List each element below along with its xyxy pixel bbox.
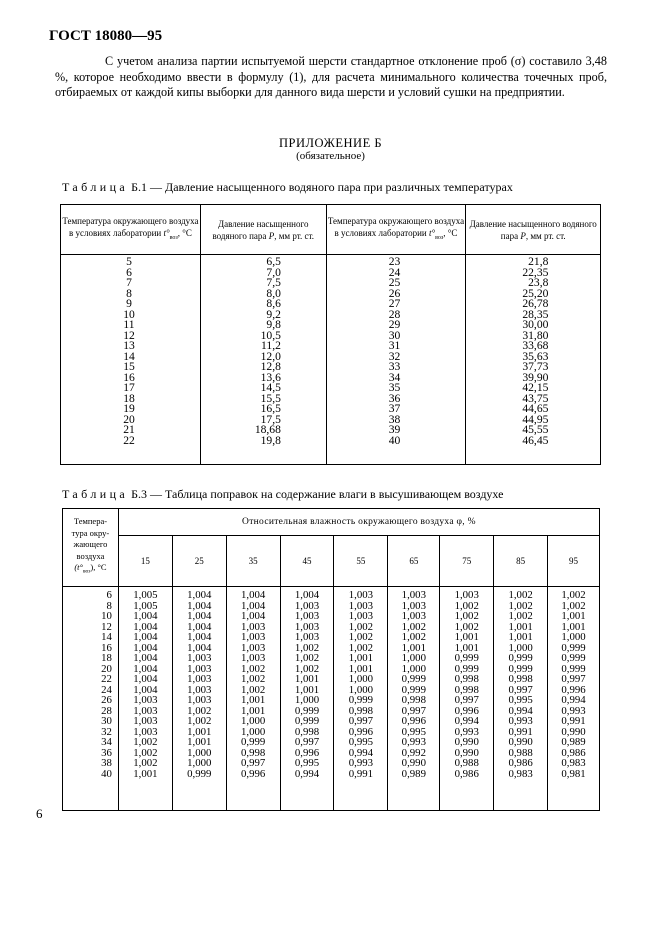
correction-value: 0,997 <box>294 736 320 749</box>
table1-caption-text: Б.1 — Давление насыщенного водяного пара при различных температурах <box>131 180 513 194</box>
correction-value: 1,001 <box>241 704 266 717</box>
correction-value: 0,983 <box>561 757 586 770</box>
pressure-value: 19,8 <box>260 433 281 447</box>
correction-value: 1,003 <box>241 641 266 654</box>
temperature-value: 13 <box>123 339 135 352</box>
correction-value: 1,002 <box>454 610 479 623</box>
correction-value: 0,990 <box>508 736 533 749</box>
humidity-header-95: 95 <box>548 536 600 587</box>
temperature-value: 28 <box>101 704 112 717</box>
correction-value: 1,005 <box>133 599 158 612</box>
correction-value: 1,002 <box>133 746 158 759</box>
correction-value: 1,004 <box>133 652 158 665</box>
appendix-subtitle: (обязательное) <box>296 150 365 162</box>
correction-column-65 <box>388 587 440 811</box>
t2-header-humidity: Относительная влажность окружающего воздуха φ, % <box>118 509 599 536</box>
correction-column-15 <box>118 587 172 811</box>
temperature-value: 22 <box>101 673 112 686</box>
t2-header-temp: Темпера- тура окру- жающего воздуха $(t^\circ_{воз})$, °C <box>63 509 119 587</box>
correction-value: 0,983 <box>508 767 533 780</box>
correction-value: 0,988 <box>454 757 479 770</box>
correction-value: 0,999 <box>187 767 212 780</box>
correction-value: 0,994 <box>294 767 320 780</box>
correction-value: 1,000 <box>187 746 212 759</box>
correction-value: 1,003 <box>187 694 212 707</box>
correction-value: 1,003 <box>401 599 426 612</box>
correction-value: 1,003 <box>187 683 212 696</box>
correction-value: 1,002 <box>241 673 266 686</box>
pressure-value: 33,68 <box>522 339 549 352</box>
temperature-value: 36 <box>388 391 401 405</box>
correction-value: 1,003 <box>401 589 426 601</box>
correction-value: 1,004 <box>133 610 158 623</box>
temperature-value: 20 <box>101 662 112 675</box>
correction-value: 1,001 <box>561 620 586 633</box>
temperature-value: 6 <box>106 589 112 601</box>
correction-value: 0,986 <box>454 767 479 780</box>
humidity-header-75: 75 <box>440 536 494 587</box>
pressure-value: 17,5 <box>260 412 281 426</box>
correction-value: 1,004 <box>241 599 266 612</box>
pressure-value: 15,5 <box>260 391 281 405</box>
correction-value: 0,981 <box>561 767 586 780</box>
correction-value: 1,000 <box>348 683 374 696</box>
correction-value: 1,003 <box>241 652 266 665</box>
correction-value: 1,003 <box>348 599 374 612</box>
correction-column-55 <box>334 587 388 811</box>
correction-value: 1,003 <box>187 673 212 686</box>
correction-value: 1,001 <box>187 736 212 749</box>
temperature-value: 16 <box>101 641 112 654</box>
correction-value: 1,001 <box>561 610 586 623</box>
correction-value: 1,000 <box>241 715 266 728</box>
table2-caption <box>62 487 503 502</box>
correction-value: 0,995 <box>401 725 426 738</box>
pressure-value: 8,6 <box>266 297 281 310</box>
temperature-value: 37 <box>388 402 401 415</box>
correction-value: 0,998 <box>348 704 374 717</box>
t1-header-pressure-left: Давление насыщенного водяного пара P, мм рт. ст. <box>200 205 326 255</box>
correction-value: 1,001 <box>187 725 212 738</box>
correction-value: 1,003 <box>401 610 426 623</box>
temperature-value: 29 <box>388 318 401 331</box>
temperature-value: 32 <box>388 349 401 363</box>
correction-column-35 <box>226 587 280 811</box>
temperature-value: 19 <box>123 402 135 415</box>
temperature-value: 34 <box>101 736 112 749</box>
humidity-header-65: 65 <box>388 536 440 587</box>
temperature-value: 9 <box>126 297 132 310</box>
correction-value: 1,000 <box>401 662 426 675</box>
correction-column-25 <box>172 587 226 811</box>
table2-caption-label: Таблица <box>62 487 129 501</box>
correction-value: 1,004 <box>133 662 158 675</box>
temperature-value: 7 <box>126 276 132 289</box>
humidity-header-15: 15 <box>118 536 172 587</box>
correction-value: 1,000 <box>508 641 533 654</box>
temperature-value: 27 <box>388 297 401 310</box>
temperature-value: 26 <box>101 694 112 707</box>
pressure-value: 13,6 <box>260 370 281 384</box>
correction-value: 0,999 <box>508 662 533 675</box>
correction-value: 0,998 <box>401 694 426 707</box>
temperature-value: 34 <box>388 370 401 384</box>
table-b1 <box>60 204 601 465</box>
pressure-value: 28,35 <box>522 307 549 321</box>
correction-value: 1,000 <box>401 652 426 665</box>
correction-value: 0,991 <box>561 715 586 728</box>
humidity-header-45: 45 <box>280 536 334 587</box>
pressure-value: 12,8 <box>260 360 281 373</box>
correction-value: 1,004 <box>187 620 212 633</box>
pressure-value: 42,15 <box>522 381 549 394</box>
pressure-value: 30,00 <box>522 318 549 331</box>
humidity-header-25: 25 <box>172 536 226 587</box>
correction-value: 1,000 <box>348 673 374 686</box>
correction-value: 1,002 <box>454 599 479 612</box>
pressure-value: 44,95 <box>522 412 549 426</box>
correction-value: 1,002 <box>294 641 320 654</box>
correction-value: 1,004 <box>187 589 212 601</box>
correction-value: 1,004 <box>133 620 158 633</box>
correction-column-85 <box>494 587 548 811</box>
temperature-value: 10 <box>101 610 112 623</box>
t1-col-temp-left <box>61 255 201 465</box>
temperature-value: 36 <box>101 746 112 759</box>
correction-value: 1,000 <box>561 631 586 644</box>
correction-value: 1,003 <box>133 704 158 717</box>
correction-value: 1,002 <box>401 631 426 644</box>
temperature-value: 12 <box>123 328 135 342</box>
correction-value: 0,999 <box>561 662 586 675</box>
correction-value: 0,996 <box>561 683 586 696</box>
correction-value: 1,002 <box>561 599 586 612</box>
correction-value: 1,002 <box>348 631 374 644</box>
correction-value: 1,004 <box>187 631 212 644</box>
correction-value: 1,001 <box>454 641 479 654</box>
correction-value: 1,002 <box>241 683 266 696</box>
correction-value: 1,004 <box>187 599 212 612</box>
pressure-value: 22,35 <box>522 265 549 279</box>
correction-value: 1,005 <box>133 589 158 601</box>
correction-value: 1,003 <box>187 662 212 675</box>
correction-value: 1,003 <box>241 631 266 644</box>
correction-value: 0,989 <box>401 767 426 780</box>
temperature-value: 18 <box>101 652 112 665</box>
temperature-value: 31 <box>388 339 401 352</box>
humidity-header-35: 35 <box>226 536 280 587</box>
temperature-value: 30 <box>388 328 401 342</box>
correction-value: 1,002 <box>187 715 212 728</box>
correction-value: 1,001 <box>294 673 320 686</box>
temperature-value: 8 <box>106 599 112 612</box>
correction-value: 1,003 <box>348 589 374 601</box>
temperature-value: 16 <box>123 370 135 384</box>
correction-value: 0,999 <box>294 715 320 728</box>
temperature-value: 26 <box>388 286 401 300</box>
correction-value: 1,002 <box>561 589 586 601</box>
correction-value: 1,004 <box>241 610 266 623</box>
correction-value: 0,990 <box>454 736 479 749</box>
appendix-title: ПРИЛОЖЕНИЕ Б <box>278 136 383 150</box>
correction-value: 1,002 <box>133 757 158 770</box>
temperature-value: 40 <box>101 767 112 780</box>
correction-value: 0,995 <box>508 694 533 707</box>
temperature-value: 39 <box>388 423 401 436</box>
temperature-value: 17 <box>123 381 135 394</box>
correction-value: 1,004 <box>294 589 320 601</box>
document-header: ГОСТ 18080—95 <box>49 28 163 44</box>
temperature-value: 10 <box>123 307 135 321</box>
pressure-value: 37,73 <box>522 360 549 373</box>
correction-value: 1,003 <box>294 599 320 612</box>
correction-value: 0,998 <box>508 673 533 686</box>
temperature-value: 11 <box>123 318 135 331</box>
correction-value: 1,001 <box>348 652 374 665</box>
temperature-value: 5 <box>126 255 132 268</box>
correction-value: 1,004 <box>187 641 212 654</box>
correction-value: 0,999 <box>241 736 266 749</box>
correction-value: 0,991 <box>348 767 374 780</box>
correction-value: 0,999 <box>454 662 479 675</box>
temperature-value: 25 <box>388 276 401 289</box>
temperature-value: 32 <box>101 725 112 738</box>
pressure-value: 10,5 <box>260 328 281 342</box>
correction-value: 0,986 <box>508 757 533 770</box>
correction-value: 0,990 <box>401 757 426 770</box>
correction-value: 0,996 <box>241 767 266 780</box>
correction-value: 0,999 <box>561 652 586 665</box>
temperature-value: 14 <box>123 349 135 363</box>
correction-value: 1,002 <box>241 662 266 675</box>
temperature-value: 35 <box>388 381 401 394</box>
temperature-value: 23 <box>388 255 401 268</box>
correction-value: 0,991 <box>508 725 533 738</box>
temperature-value: 8 <box>126 286 132 300</box>
correction-value: 1,001 <box>348 662 374 675</box>
correction-value: 0,994 <box>348 746 374 759</box>
correction-value: 0,995 <box>348 736 374 749</box>
correction-value: 0,994 <box>508 704 533 717</box>
pressure-value: 45,55 <box>522 423 549 436</box>
correction-column-75 <box>440 587 494 811</box>
correction-value: 1,003 <box>133 715 158 728</box>
correction-value: 1,002 <box>508 589 533 601</box>
correction-value: 0,996 <box>294 746 320 759</box>
correction-value: 0,999 <box>508 652 533 665</box>
correction-value: 1,002 <box>508 599 533 612</box>
correction-value: 1,001 <box>401 641 426 654</box>
correction-value: 0,996 <box>454 704 479 717</box>
correction-value: 0,990 <box>454 746 479 759</box>
temperature-value: 38 <box>388 412 401 426</box>
temperature-value: 20 <box>123 412 135 426</box>
temperature-value: 6 <box>126 265 132 279</box>
pressure-value: 8,0 <box>266 286 281 300</box>
correction-value: 1,004 <box>241 589 266 601</box>
correction-value: 1,001 <box>508 631 533 644</box>
t1-col-press-left <box>200 255 326 465</box>
correction-value: 1,004 <box>133 631 158 644</box>
correction-value: 0,996 <box>401 715 426 728</box>
correction-value: 0,999 <box>401 673 426 686</box>
correction-value: 1,003 <box>454 589 479 601</box>
correction-value: 1,000 <box>294 694 320 707</box>
pressure-value: 16,5 <box>260 402 281 415</box>
correction-value: 0,986 <box>561 746 586 759</box>
correction-value: 1,001 <box>454 631 479 644</box>
table1-caption <box>62 180 513 195</box>
t1-header-pressure-right: Давление насыщенного водяного пара P, мм рт. ст. <box>466 205 601 255</box>
pressure-value: 43,75 <box>522 391 549 405</box>
correction-value: 1,003 <box>294 620 320 633</box>
correction-value: 1,002 <box>348 620 374 633</box>
pressure-value: 9,8 <box>266 318 281 331</box>
correction-value: 1,003 <box>241 620 266 633</box>
correction-value: 1,001 <box>133 767 158 780</box>
temperature-value: 22 <box>123 433 135 447</box>
correction-column-45 <box>280 587 334 811</box>
correction-value: 1,003 <box>187 652 212 665</box>
pressure-value: 12,0 <box>260 349 281 363</box>
pressure-value: 46,45 <box>522 433 549 447</box>
correction-value: 1,004 <box>133 683 158 696</box>
correction-value: 0,997 <box>401 704 426 717</box>
temperature-value: 12 <box>101 620 112 633</box>
t1-col-press-right <box>466 255 601 465</box>
correction-value: 1,004 <box>187 610 212 623</box>
correction-value: 0,999 <box>401 683 426 696</box>
correction-value: 1,004 <box>133 673 158 686</box>
t1-col-temp-right <box>326 255 466 465</box>
correction-value: 1,002 <box>187 704 212 717</box>
correction-value: 0,996 <box>348 725 374 738</box>
temperature-value: 24 <box>388 265 401 279</box>
temperature-value: 18 <box>123 391 135 405</box>
correction-value: 0,999 <box>348 694 374 707</box>
correction-value: 1,001 <box>294 683 320 696</box>
humidity-header-55: 55 <box>334 536 388 587</box>
correction-value: 0,998 <box>294 725 320 738</box>
pressure-value: 6,5 <box>266 255 281 268</box>
correction-value: 0,999 <box>454 652 479 665</box>
t2-col-temp <box>63 587 119 811</box>
table1-caption-label: Таблица <box>62 180 129 194</box>
pressure-value: 39,90 <box>522 370 549 384</box>
correction-value: 0,999 <box>294 704 320 717</box>
correction-value: 0,993 <box>454 725 479 738</box>
correction-value: 0,992 <box>401 746 426 759</box>
pressure-value: 18,68 <box>254 423 281 436</box>
temperature-value: 14 <box>101 631 112 644</box>
correction-value: 0,998 <box>241 746 266 759</box>
pressure-value: 26,78 <box>522 297 549 310</box>
temperature-value: 38 <box>101 757 112 770</box>
correction-value: 1,002 <box>348 641 374 654</box>
t1-header-temp-right: Температура окружающего воздуха в условиях лаборатории $t^\circ_{воз}$, °C <box>326 205 466 255</box>
correction-value: 1,002 <box>454 620 479 633</box>
pressure-value: 9,2 <box>266 307 281 321</box>
temperature-value: 30 <box>101 715 112 728</box>
correction-value: 0,999 <box>561 641 586 654</box>
correction-value: 0,990 <box>561 725 586 738</box>
correction-value: 1,000 <box>187 757 212 770</box>
correction-value: 1,002 <box>294 652 320 665</box>
correction-value: 0,998 <box>454 683 479 696</box>
correction-value: 0,997 <box>454 694 479 707</box>
temperature-value: 28 <box>388 307 401 321</box>
correction-value: 1,002 <box>508 610 533 623</box>
correction-value: 1,003 <box>133 694 158 707</box>
correction-value: 0,994 <box>454 715 479 728</box>
pressure-value: 35,63 <box>522 349 549 363</box>
correction-value: 0,993 <box>561 704 586 717</box>
correction-value: 1,003 <box>348 610 374 623</box>
pressure-value: 7,0 <box>266 265 281 279</box>
correction-value: 1,003 <box>294 631 320 644</box>
correction-value: 0,994 <box>561 694 586 707</box>
body-paragraph: С учетом анализа партии испытуемой шерсти стандартное отклонение проб (σ) составило 3,48 %, которое необходимо ввести в формулу (1), для расчета минимального количества точечных проб, отбираемых от каждой кипы выборки для данного вида шерсти и условий сушки на предприятии. <box>55 54 607 100</box>
correction-value: 0,989 <box>561 736 586 749</box>
correction-column-95 <box>548 587 600 811</box>
temperature-value: 24 <box>101 683 112 696</box>
correction-value: 0,993 <box>508 715 533 728</box>
correction-value: 0,997 <box>348 715 374 728</box>
pressure-value: 7,5 <box>266 276 281 289</box>
page-number: 6 <box>36 806 43 821</box>
correction-value: 0,993 <box>401 736 426 749</box>
correction-value: 1,003 <box>294 610 320 623</box>
correction-value: 1,001 <box>241 694 266 707</box>
correction-value: 1,001 <box>508 620 533 633</box>
pressure-value: 31,80 <box>522 328 549 342</box>
correction-value: 0,998 <box>454 673 479 686</box>
pressure-value: 11,2 <box>261 339 281 352</box>
correction-value: 1,004 <box>133 641 158 654</box>
correction-value: 0,997 <box>508 683 533 696</box>
pressure-value: 23,8 <box>528 276 549 289</box>
temperature-value: 15 <box>123 360 135 373</box>
correction-value: 1,000 <box>241 725 266 738</box>
table-b3 <box>62 508 600 811</box>
temperature-value: 40 <box>388 433 401 447</box>
correction-value: 0,997 <box>561 673 586 686</box>
temperature-value: 21 <box>123 423 135 436</box>
pressure-value: 21,8 <box>528 255 549 268</box>
correction-value: 1,002 <box>401 620 426 633</box>
correction-value: 1,003 <box>133 725 158 738</box>
pressure-value: 25,20 <box>522 286 549 300</box>
correction-value: 1,002 <box>294 662 320 675</box>
correction-value: 1,002 <box>133 736 158 749</box>
correction-value: 0,995 <box>294 757 320 770</box>
pressure-value: 14,5 <box>260 381 281 394</box>
humidity-header-85: 85 <box>494 536 548 587</box>
correction-value: 0,988 <box>508 746 533 759</box>
table2-caption-text: Б.3 — Таблица поправок на содержание влаги в высушивающем воздухе <box>131 487 504 501</box>
pressure-value: 44,65 <box>522 402 549 415</box>
t1-header-temp-left: Температура окружающего воздуха в условиях лаборатории $t^\circ_{воз}$, °C <box>61 205 201 255</box>
correction-value: 0,993 <box>348 757 374 770</box>
correction-value: 0,997 <box>241 757 266 770</box>
temperature-value: 33 <box>388 360 401 373</box>
